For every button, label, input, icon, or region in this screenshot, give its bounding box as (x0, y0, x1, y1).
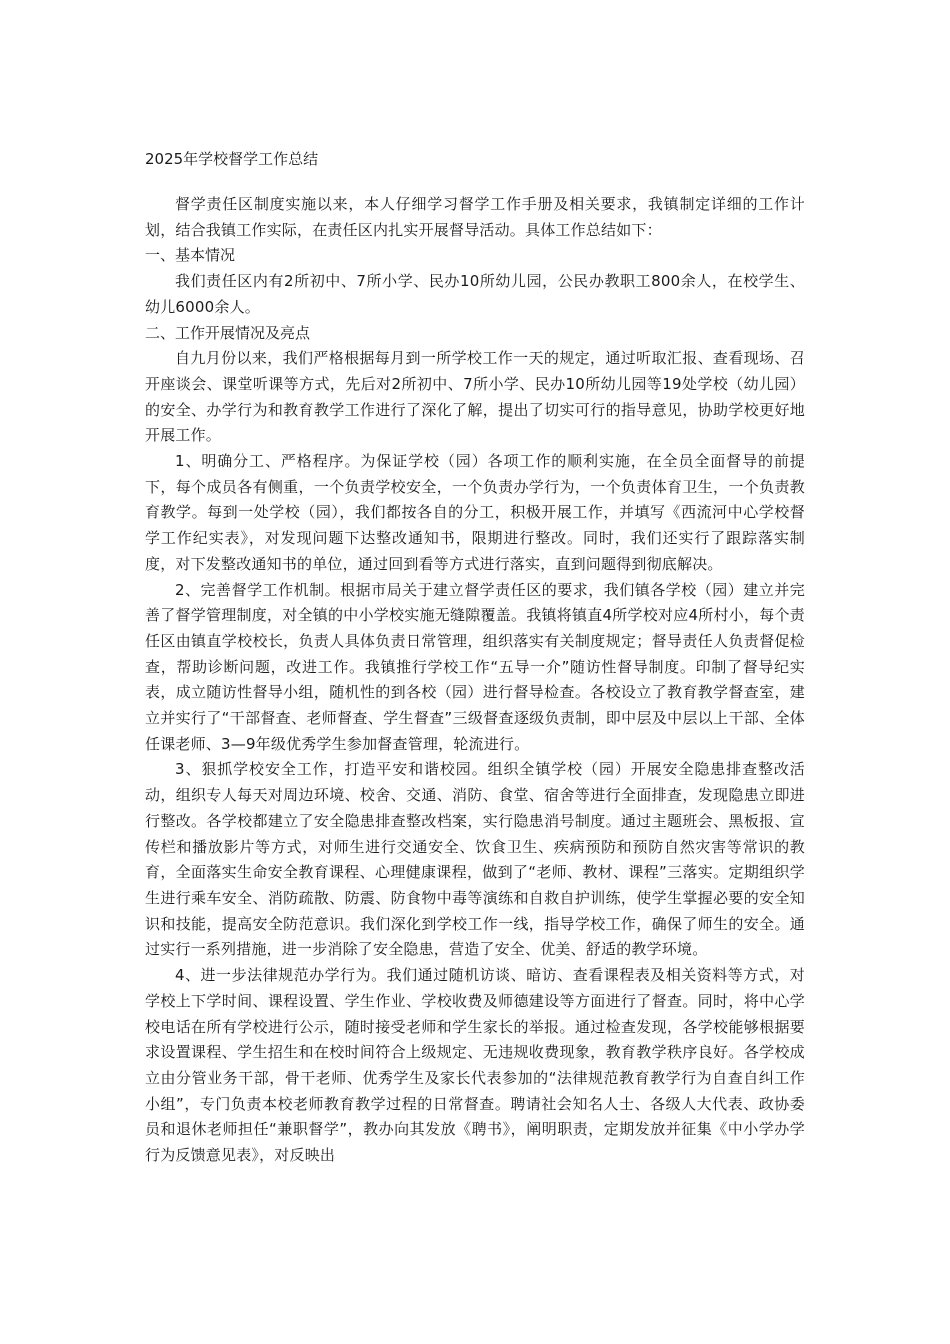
section-heading-work: 二、工作开展情况及亮点 (145, 323, 311, 342)
item-4-paragraph: 4、进一步法律规范办学行为。我们通过随机访谈、暗访、查看课程表及相关资料等方式，对学校上下学时间、课程设置、学生作业、学校收费及师德建设等方面进行了督查。同时，将中心学校电话在所有学校进行公示，随时接受老师和学生家长的举报。通过检查发现，各学校能够根据要求设置课程、学生招生和在校时间符合上级规定、无违规收费现象，教育教学秩序良好。各学校成立由分管业务干部，骨干老师、优秀学生及家长代表参加的“法律规范教育教学行为自查自纠工作小组”，专门负责本校老师教育教学过程的日常督查。聘请社会知名人士、各级人大代表、政协委员和退休老师担任“兼职督学”，教办向其发放《聘书》，阐明职责，定期发放并征集《中小学办学行为反馈意见表》，对反映出 (145, 966, 805, 1165)
document-page (145, 146, 805, 1169)
document-title: 2025年学校督学工作总结 (145, 150, 319, 168)
basic-info-paragraph: 我们责任区内有2所初中、7所小学、民办10所幼儿园，公民办教职工800余人，在校学生、幼儿6000余人。 (145, 272, 805, 316)
item-3-paragraph: 3、狠抓学校安全工作，打造平安和谐校园。组织全镇学校（园）开展安全隐患排查整改活动，组织专人每天对周边环境、校舍、交通、消防、食堂、宿舍等进行全面排查，发现隐患立即进行整改。各学校都建立了安全隐患排查整改档案，实行隐患消号制度。通过主题班会、黑板报、宣传栏和播放影片等方式，对师生进行交通安全、饮食卫生、疾病预防和预防自然灾害等常识的教育，全面落实生命安全教育课程、心理健康课程，做到了“老师、教材、课程”三落实。定期组织学生进行乘车安全、消防疏散、防震、防食物中毒等演练和自救自护训练，使学生掌握必要的安全知识和技能，提高安全防范意识。我们深化到学校工作一线，指导学校工作，确保了师生的安全。通过实行一系列措施，进一步消除了安全隐患，营造了安全、优美、舒适的教学环境。 (145, 760, 805, 959)
work-intro-paragraph: 自九月份以来，我们严格根据每月到一所学校工作一天的规定，通过听取汇报、查看现场、召开座谈会、课堂听课等方式，先后对2所初中、7所小学、民办10所幼儿园等19处学校（幼儿园）的安全、办学行为和教育教学工作进行了深化了解，提出了切实可行的指导意见，协助学校更好地开展工作。 (145, 349, 805, 445)
item-2-paragraph: 2、完善督学工作机制。根据市局关于建立督学责任区的要求，我们镇各学校（园）建立并完善了督学管理制度，对全镇的中小学校实施无缝隙覆盖。我镇将镇直4所学校对应4所村小，每个责任区由镇直学校校长，负责人具体负责日常管理，组织落实有关制度规定；督导责任人负责督促检查，帮助诊断问题，改进工作。我镇推行学校工作“五导一介”随访性督导制度。印制了督导纪实表，成立随访性督导小组，随机性的到各校（园）进行督导检查。各校设立了教育教学督查室，建立并实行了“干部督查、老师督查、学生督查”三级督查逐级负责制，即中层及中层以上干部、全体任课老师、3—9年级优秀学生参加督查管理，轮流进行。 (145, 580, 805, 753)
item-1-paragraph: 1、明确分工、严格程序。为保证学校（园）各项工作的顺利实施，在全员全面督导的前提下，每个成员各有侧重，一个负责学校安全，一个负责办学行为，一个负责体育卫生，一个负责教育教学。每到一处学校（园），我们都按各自的分工，积极开展工作，并填写《西流河中心学校督学工作纪实表》，对发现问题下达整改通知书，限期进行整改。同时，我们还实行了跟踪落实制度，对下发整改通知书的单位，通过回到看等方式进行落实，直到问题得到彻底解决。 (145, 452, 805, 573)
intro-paragraph: 督学责任区制度实施以来，本人仔细学习督学工作手册及相关要求，我镇制定详细的工作计划，结合我镇工作实际，在责任区内扎实开展督导活动。具体工作总结如下： (145, 195, 805, 239)
section-heading-basic: 一、基本情况 (145, 246, 236, 265)
